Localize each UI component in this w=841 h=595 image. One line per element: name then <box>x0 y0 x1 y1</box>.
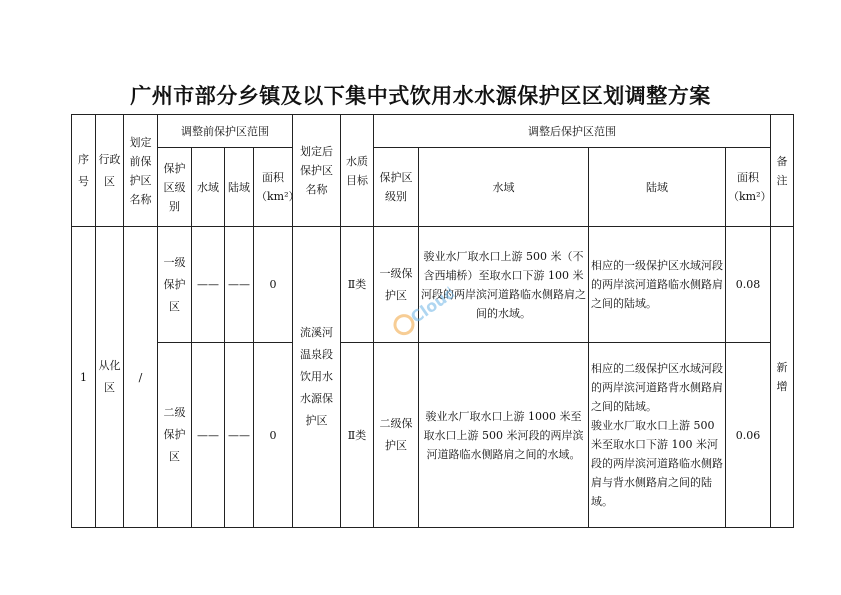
cell-pre-water: —— <box>192 227 225 343</box>
cell-post-level: 二级保护区 <box>374 343 419 528</box>
header-seq: 序号 <box>72 115 96 227</box>
cell-post-land: 相应的一级保护区水域河段的两岸滨河道路临水侧路肩之间的陆域。 <box>589 227 726 343</box>
header-row-2 <box>72 148 794 227</box>
header-post-area: 面积（km²） <box>726 148 771 227</box>
cell-pre-level: 二级保护区 <box>158 343 192 528</box>
header-pre-name: 划定前保护区名称 <box>124 115 158 227</box>
header-pre-land: 陆域 <box>225 148 254 227</box>
header-post-level: 保护区级别 <box>374 148 419 227</box>
cell-post-area: 0.06 <box>726 343 771 528</box>
header-district: 行政区 <box>96 115 124 227</box>
header-row-1 <box>72 115 794 148</box>
cell-pre-area: 0 <box>254 343 293 528</box>
cell-remark: 新增 <box>771 227 794 528</box>
header-post-water: 水域 <box>419 148 589 227</box>
header-pre-area: 面积（km²） <box>254 148 293 227</box>
header-pre-water: 水域 <box>192 148 225 227</box>
header-remark: 备注 <box>771 115 794 227</box>
cell-post-area: 0.08 <box>726 227 771 343</box>
header-quality: 水质目标 <box>341 115 374 227</box>
cell-seq: 1 <box>72 227 96 528</box>
cell-post-level: 一级保护区 <box>374 227 419 343</box>
header-post-name: 划定后保护区名称 <box>293 115 341 227</box>
cell-pre-land: —— <box>225 227 254 343</box>
cell-pre-level: 一级保护区 <box>158 227 192 343</box>
svg-text:Cloud: Cloud <box>407 282 460 328</box>
header-post-group: 调整后保护区范围 <box>374 115 771 148</box>
header-pre-level: 保护区级别 <box>158 148 192 227</box>
cell-pre-land: —— <box>225 343 254 528</box>
cell-quality: Ⅱ类 <box>341 343 374 528</box>
cell-quality: Ⅱ类 <box>341 227 374 343</box>
cell-pre-area: 0 <box>254 227 293 343</box>
protection-zone-table <box>71 114 794 528</box>
cell-post-water: 骏业水厂取水口上游 500 米（不含西埔桥）至取水口下游 100 米河段的两岸滨河道路临水侧路肩之间的水域。 <box>419 227 589 343</box>
cell-district: 从化区 <box>96 227 124 528</box>
table-row <box>72 227 794 343</box>
table-row <box>72 343 794 528</box>
post-land-paragraph-1: 相应的二级保护区水域河段的两岸滨河道路背水侧路肩之间的陆域。 <box>591 362 723 413</box>
cell-pre-name: / <box>124 227 158 528</box>
cell-pre-water: —— <box>192 343 225 528</box>
header-post-land: 陆域 <box>589 148 726 227</box>
cell-post-water: 骏业水厂取水口上游 1000 米至取水口上游 500 米河段的两岸滨河道路临水侧路肩之间的水域。 <box>419 343 589 528</box>
cell-post-land <box>589 343 726 528</box>
header-pre-group: 调整前保护区范围 <box>158 115 293 148</box>
document-title: 广州市部分乡镇及以下集中式饮用水水源保护区区划调整方案 <box>130 84 711 108</box>
post-land-paragraph-2: 骏业水厂取水口上游 500 米至取水口下游 100 米河段的两岸滨河道路临水侧路肩与背水侧路肩之间的陆域。 <box>591 419 723 508</box>
cell-post-name: 流溪河温泉段饮用水水源保护区 <box>293 227 341 528</box>
